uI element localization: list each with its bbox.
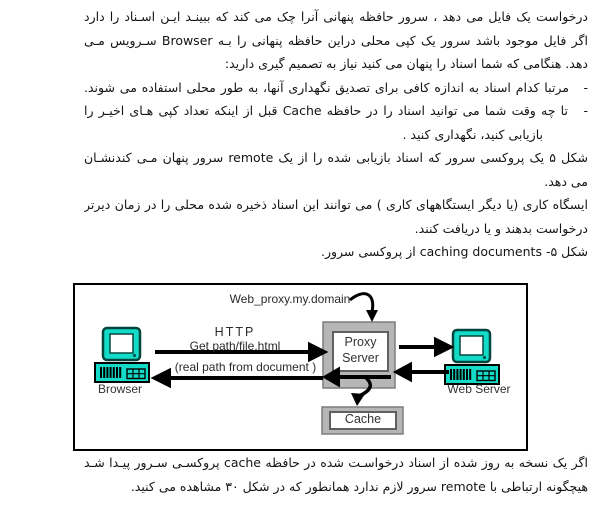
bullet-item-continuation: بازیابی کنید، نگهداری کنید . <box>402 126 543 142</box>
text-line: اگر یک نسخه به روز شده از اسناد درخواسـت شده در حافظه cache پروکسـی سـرور پیـدا شـد <box>84 455 588 470</box>
text-line: درخواست بدهند و یا دریافت کنند. <box>414 220 588 236</box>
text-line: ایسگاه کاری (یا دیگر ایستگاههای کاری ) می توانند این اسناد ذخیره شده محلی را در زمان دیرتر <box>84 197 588 212</box>
webserver-computer-icon <box>445 330 499 384</box>
text-line: دهد. هنگامی که شما اسناد را پنهان می کنید نیاز به تصمیم گیری دارید: <box>224 56 588 71</box>
text-line: هیچگونه ارتباطی با remote سرور لازم ندارد همانطور که در شکل ۳۰ مشاهده می کنید. <box>130 478 588 494</box>
http-protocol-label: HTTP <box>214 325 256 339</box>
footer-text <box>84 451 588 498</box>
text-line: می دهد. <box>544 173 588 189</box>
text-line: اگر فایل موجود باشد سرور یک کپی محلی دراین حافظه پنهانی را بـه Browser سـرویس مـی <box>84 32 588 48</box>
arrow-proxy-to-webserver <box>399 340 450 354</box>
http-request-label: Get path/file.html <box>189 339 281 353</box>
bullet-item: - مرتبا کدام اسناد به اندازه کافی برای تصدیق نگهداری آنها، به طور محلی استفاده می شوند. <box>84 79 588 95</box>
text-line: درخواست یک فایل می دهد ، سرور حافظه پنهانی آنرا چک می کند که ببینـد ایـن اسـناد را دارد <box>84 9 588 24</box>
webserver-label: Web Server <box>447 382 511 396</box>
proxy-server-label-line2: Server <box>342 351 379 365</box>
browser-computer-icon <box>95 328 149 382</box>
body-text <box>84 5 588 264</box>
figure-caption: شکل ۵- caching documents از پروکسی سرور. <box>320 244 588 259</box>
arrow-webserver-to-proxy <box>397 365 449 379</box>
browser-label: Browser <box>97 382 142 396</box>
cache-label: Cache <box>344 412 382 426</box>
text-line: شکل ۵ یک پروکسی سرور که اسناد بازیابی شده را از یک remote سرور پنهان مـی کندنشـان <box>84 150 588 165</box>
figure-diagram <box>73 283 528 451</box>
proxy-server-label <box>333 334 388 366</box>
proxy-server-label-line1: Proxy <box>344 335 377 349</box>
bullet-item: - تا چه وقت شما می توانید اسناد را در حافظه Cache قبل از اینکه تعداد کپی هـای اخیـر را <box>84 103 588 118</box>
proxy-domain-label: Web_proxy.my.domain <box>229 292 351 306</box>
http-response-label: (real path from document ) <box>174 360 317 374</box>
